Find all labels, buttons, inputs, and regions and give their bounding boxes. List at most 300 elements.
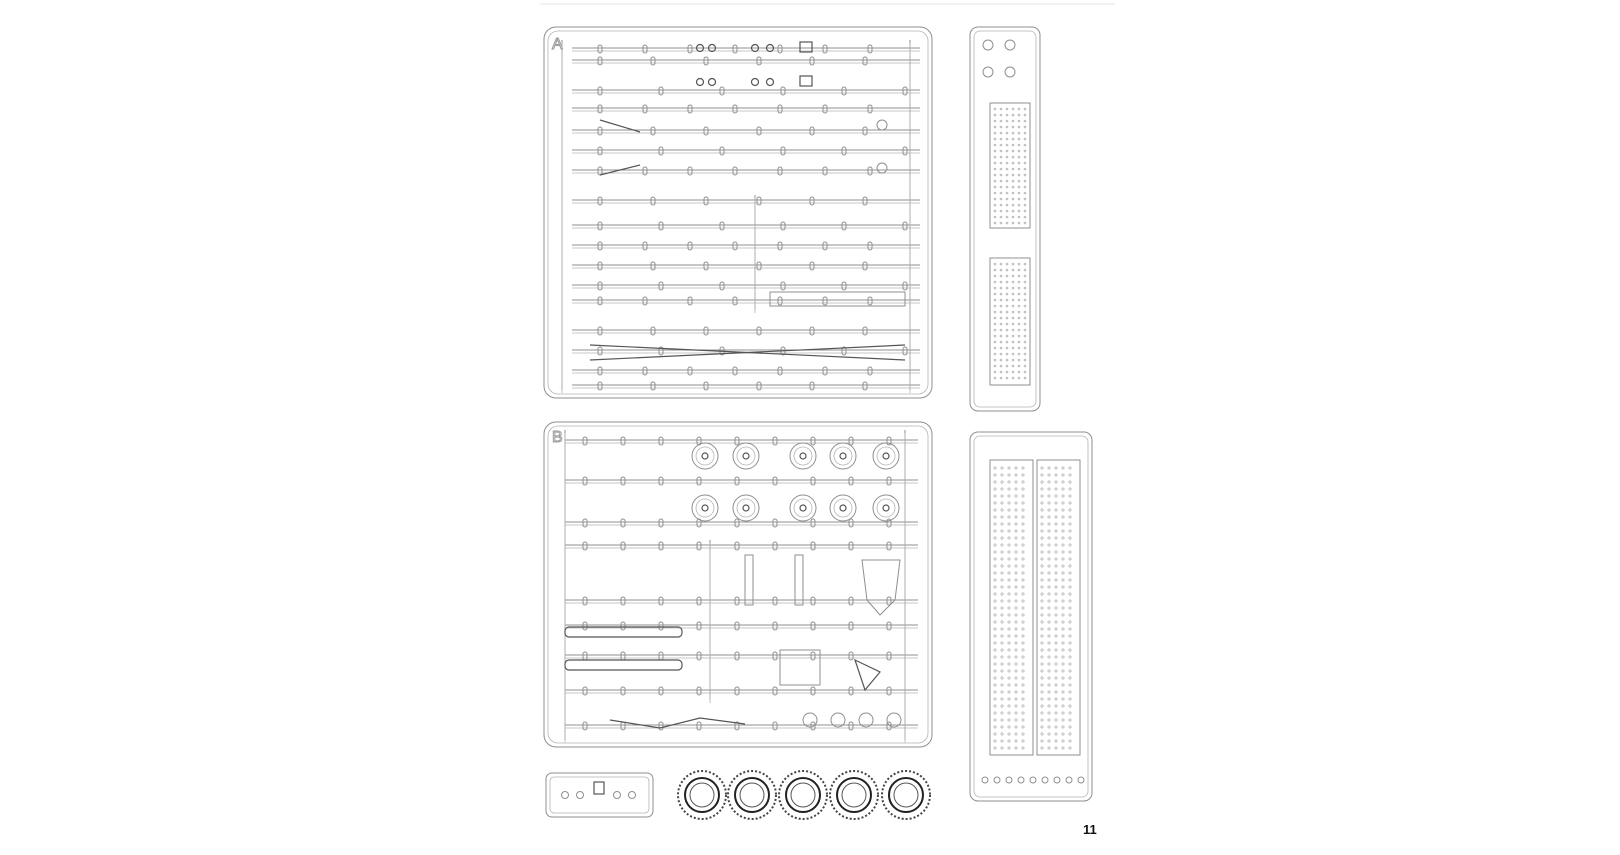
gate bbox=[621, 519, 625, 527]
part-tread bbox=[1048, 670, 1050, 672]
part-wheel bbox=[800, 505, 806, 511]
part-tread bbox=[1022, 747, 1024, 749]
part-tread bbox=[1055, 628, 1057, 630]
part-tread bbox=[1024, 204, 1026, 206]
gate bbox=[643, 45, 647, 53]
gate bbox=[823, 45, 827, 53]
gate bbox=[903, 87, 907, 95]
part-tread bbox=[1062, 670, 1064, 672]
part-tread bbox=[1024, 222, 1026, 224]
part-tread bbox=[1041, 635, 1043, 637]
part-tread bbox=[994, 607, 996, 609]
gate bbox=[849, 437, 853, 445]
part-knob bbox=[1018, 777, 1024, 783]
part-tread bbox=[1024, 371, 1026, 373]
gate bbox=[659, 622, 663, 630]
part-tread bbox=[1055, 467, 1057, 469]
gate bbox=[598, 105, 602, 113]
part-tread bbox=[1012, 150, 1014, 152]
part-tread bbox=[1048, 705, 1050, 707]
gate bbox=[704, 262, 708, 270]
part-tread bbox=[1008, 572, 1010, 574]
part-tread bbox=[1018, 138, 1020, 140]
part-wheel bbox=[883, 453, 889, 459]
part-tread bbox=[1069, 726, 1071, 728]
part-tread bbox=[1000, 287, 1002, 289]
gate bbox=[704, 197, 708, 205]
part-tread bbox=[1012, 275, 1014, 277]
part-tread bbox=[1069, 649, 1071, 651]
part-tread bbox=[1018, 293, 1020, 295]
part-tread bbox=[1015, 586, 1017, 588]
part-tread bbox=[1000, 144, 1002, 146]
part-wheel bbox=[794, 447, 812, 465]
part-tread bbox=[994, 275, 996, 277]
part-tread bbox=[1048, 614, 1050, 616]
part-tread bbox=[1000, 204, 1002, 206]
part-tread bbox=[1000, 323, 1002, 325]
part-tread bbox=[1062, 684, 1064, 686]
part-tread bbox=[994, 733, 996, 735]
gate bbox=[621, 437, 625, 445]
part-tread bbox=[1015, 481, 1017, 483]
part-tread bbox=[994, 488, 996, 490]
tire-inner bbox=[842, 783, 866, 807]
part-tread bbox=[1000, 174, 1002, 176]
part-tread bbox=[1041, 530, 1043, 532]
part-tread bbox=[1069, 705, 1071, 707]
gate bbox=[659, 87, 663, 95]
gate bbox=[811, 687, 815, 695]
part-tread bbox=[1048, 558, 1050, 560]
part-tread bbox=[1015, 726, 1017, 728]
gate bbox=[735, 542, 739, 550]
part-tread bbox=[1018, 341, 1020, 343]
gate bbox=[810, 57, 814, 65]
part-tread bbox=[1018, 365, 1020, 367]
part-tread bbox=[1006, 365, 1008, 367]
part-tread bbox=[1062, 649, 1064, 651]
gate bbox=[659, 597, 663, 605]
gate bbox=[697, 687, 701, 695]
part-tread bbox=[1041, 586, 1043, 588]
gate bbox=[697, 542, 701, 550]
part-tread bbox=[1048, 509, 1050, 511]
part-tread bbox=[994, 347, 996, 349]
part-tread bbox=[1008, 691, 1010, 693]
gate bbox=[583, 542, 587, 550]
part-tread bbox=[1001, 572, 1003, 574]
part-tread bbox=[1022, 593, 1024, 595]
part-tread bbox=[1012, 138, 1014, 140]
part-tread bbox=[994, 126, 996, 128]
gate bbox=[773, 687, 777, 695]
part-shock bbox=[745, 555, 753, 605]
gate bbox=[757, 57, 761, 65]
part-tread bbox=[1055, 572, 1057, 574]
gate bbox=[842, 282, 846, 290]
part-tread bbox=[1015, 488, 1017, 490]
part-tread bbox=[994, 132, 996, 134]
part-tread bbox=[994, 747, 996, 749]
gate bbox=[697, 722, 701, 730]
part-tread bbox=[1022, 607, 1024, 609]
part-tread bbox=[994, 144, 996, 146]
part-tread bbox=[1018, 204, 1020, 206]
part-tread bbox=[1055, 719, 1057, 721]
gate bbox=[583, 722, 587, 730]
part-tread bbox=[1041, 705, 1043, 707]
gate bbox=[583, 477, 587, 485]
part-tread bbox=[1015, 740, 1017, 742]
part-tread bbox=[994, 371, 996, 373]
part-tread bbox=[1001, 649, 1003, 651]
part-tread bbox=[1048, 593, 1050, 595]
part-tread bbox=[1008, 565, 1010, 567]
part-tread bbox=[1041, 691, 1043, 693]
part-tread bbox=[1055, 558, 1057, 560]
part-tread bbox=[1048, 537, 1050, 539]
part-tread bbox=[994, 705, 996, 707]
part-tread bbox=[994, 691, 996, 693]
gate bbox=[651, 262, 655, 270]
gate bbox=[863, 127, 867, 135]
part-tread bbox=[1001, 635, 1003, 637]
part-wheel bbox=[800, 453, 806, 459]
gate bbox=[733, 367, 737, 375]
part-tread bbox=[1041, 712, 1043, 714]
part-tread bbox=[1006, 377, 1008, 379]
gate bbox=[598, 347, 602, 355]
part-tread bbox=[1018, 198, 1020, 200]
part-tread bbox=[1006, 168, 1008, 170]
part-tread bbox=[994, 586, 996, 588]
gate bbox=[688, 45, 692, 53]
part-tread bbox=[1069, 614, 1071, 616]
part-tread bbox=[1000, 353, 1002, 355]
part-tread bbox=[1001, 544, 1003, 546]
part-tread bbox=[1069, 733, 1071, 735]
part-tread bbox=[1018, 210, 1020, 212]
gate bbox=[778, 367, 782, 375]
part-tread bbox=[1055, 530, 1057, 532]
part-tread bbox=[994, 523, 996, 525]
gate bbox=[863, 197, 867, 205]
part-tread bbox=[1024, 108, 1026, 110]
part-tread bbox=[1048, 502, 1050, 504]
part-tread bbox=[1024, 162, 1026, 164]
part-tread bbox=[1006, 108, 1008, 110]
part-tread bbox=[1069, 516, 1071, 518]
part-tread bbox=[1006, 216, 1008, 218]
part-tread bbox=[1006, 120, 1008, 122]
tire-inner bbox=[740, 783, 764, 807]
part-tread bbox=[1001, 719, 1003, 721]
part-tread bbox=[1055, 600, 1057, 602]
part-tread bbox=[1022, 495, 1024, 497]
part-tread bbox=[1008, 607, 1010, 609]
part-tread bbox=[1006, 371, 1008, 373]
part-tread bbox=[994, 335, 996, 337]
part-tread bbox=[1024, 198, 1026, 200]
part-tread bbox=[1069, 558, 1071, 560]
part-tread bbox=[994, 537, 996, 539]
part-tread bbox=[1024, 275, 1026, 277]
gate bbox=[887, 622, 891, 630]
part-tread bbox=[1055, 705, 1057, 707]
part-tread bbox=[994, 474, 996, 476]
part-tread bbox=[1015, 670, 1017, 672]
part-tread bbox=[1018, 144, 1020, 146]
part-tread bbox=[1006, 335, 1008, 337]
part-tread bbox=[1012, 371, 1014, 373]
part-tread bbox=[1041, 467, 1043, 469]
part-tread bbox=[1069, 656, 1071, 658]
sprue-b-label: B bbox=[552, 429, 563, 446]
part-tread bbox=[1012, 347, 1014, 349]
part-tread bbox=[1015, 677, 1017, 679]
gate bbox=[704, 127, 708, 135]
gate bbox=[735, 597, 739, 605]
part-tread bbox=[1012, 311, 1014, 313]
part-tread bbox=[1022, 726, 1024, 728]
gate bbox=[849, 722, 853, 730]
part-tread bbox=[994, 156, 996, 158]
part-tread bbox=[1022, 516, 1024, 518]
part-tread bbox=[1000, 222, 1002, 224]
part-tread bbox=[994, 726, 996, 728]
part-tread bbox=[1024, 186, 1026, 188]
part-tread bbox=[1062, 516, 1064, 518]
part-tread bbox=[1048, 474, 1050, 476]
part-tread bbox=[994, 530, 996, 532]
part-bracket bbox=[800, 76, 812, 86]
part-tread bbox=[1041, 523, 1043, 525]
part-tread bbox=[1006, 144, 1008, 146]
part-tread bbox=[994, 305, 996, 307]
part-tread bbox=[1012, 204, 1014, 206]
part-tread bbox=[1018, 216, 1020, 218]
part-tread bbox=[1001, 607, 1003, 609]
gate bbox=[659, 147, 663, 155]
part-tread bbox=[1069, 467, 1071, 469]
part-tread bbox=[1018, 299, 1020, 301]
part-tread bbox=[1012, 186, 1014, 188]
part-tread bbox=[1048, 663, 1050, 665]
part-tread bbox=[994, 481, 996, 483]
part-tread bbox=[1015, 712, 1017, 714]
part-tread bbox=[1069, 586, 1071, 588]
part-tread bbox=[1055, 579, 1057, 581]
part-tread bbox=[1015, 621, 1017, 623]
part-tread bbox=[1022, 544, 1024, 546]
part-tread bbox=[1001, 551, 1003, 553]
part-tread bbox=[1041, 642, 1043, 644]
part-tread bbox=[1024, 114, 1026, 116]
part-tread bbox=[1012, 293, 1014, 295]
part-tread bbox=[994, 174, 996, 176]
part-tread bbox=[1048, 621, 1050, 623]
gate bbox=[887, 687, 891, 695]
gate bbox=[811, 542, 815, 550]
part-tread bbox=[1024, 138, 1026, 140]
part-tread bbox=[1018, 186, 1020, 188]
part-tread bbox=[1000, 168, 1002, 170]
part-tread bbox=[1015, 607, 1017, 609]
gate bbox=[781, 282, 785, 290]
gate bbox=[598, 45, 602, 53]
gate bbox=[810, 382, 814, 390]
part-tread bbox=[1062, 544, 1064, 546]
part-tread bbox=[1015, 544, 1017, 546]
part-tread bbox=[1022, 614, 1024, 616]
part-tread bbox=[1018, 168, 1020, 170]
part-tread bbox=[1000, 311, 1002, 313]
part-tread bbox=[1024, 216, 1026, 218]
part-tread bbox=[1018, 192, 1020, 194]
part-tread bbox=[1069, 719, 1071, 721]
part-tread bbox=[1062, 698, 1064, 700]
gate bbox=[903, 282, 907, 290]
gate bbox=[651, 382, 655, 390]
part-frame bbox=[862, 560, 900, 615]
part-tread bbox=[1000, 126, 1002, 128]
part-tread bbox=[1015, 628, 1017, 630]
part-knob bbox=[577, 792, 584, 799]
gate bbox=[849, 652, 853, 660]
gate bbox=[842, 222, 846, 230]
gate bbox=[868, 242, 872, 250]
part-tread bbox=[1008, 663, 1010, 665]
gate bbox=[659, 282, 663, 290]
part-tread bbox=[1041, 488, 1043, 490]
part-tread bbox=[1012, 156, 1014, 158]
part-tread bbox=[1008, 621, 1010, 623]
part-tread bbox=[1008, 698, 1010, 700]
part-tread bbox=[1001, 705, 1003, 707]
part-tread bbox=[1041, 593, 1043, 595]
part-knob bbox=[1066, 777, 1072, 783]
part-tread bbox=[1000, 317, 1002, 319]
part-shock bbox=[795, 555, 803, 605]
part-tread bbox=[1008, 670, 1010, 672]
part-tread bbox=[994, 467, 996, 469]
part-tread bbox=[994, 621, 996, 623]
part-tread bbox=[1012, 168, 1014, 170]
part-tread bbox=[1055, 544, 1057, 546]
part-tread bbox=[1024, 150, 1026, 152]
part-tread bbox=[1000, 299, 1002, 301]
part-tread bbox=[1018, 317, 1020, 319]
gate bbox=[903, 222, 907, 230]
part-tread bbox=[1008, 495, 1010, 497]
part-tread bbox=[1069, 474, 1071, 476]
part-tread bbox=[1055, 677, 1057, 679]
part-tread bbox=[1018, 347, 1020, 349]
gate bbox=[781, 222, 785, 230]
part-tread bbox=[1024, 281, 1026, 283]
part-tread bbox=[1015, 509, 1017, 511]
part-axle bbox=[565, 660, 682, 670]
part-wheel bbox=[877, 447, 895, 465]
part-tread bbox=[1018, 371, 1020, 373]
gate bbox=[773, 437, 777, 445]
part-tread bbox=[1069, 684, 1071, 686]
part-tread bbox=[1006, 150, 1008, 152]
part-wheel bbox=[794, 499, 812, 517]
part-tread bbox=[994, 572, 996, 574]
gate bbox=[598, 127, 602, 135]
part-tread bbox=[994, 698, 996, 700]
part-tread bbox=[1012, 108, 1014, 110]
part-tread bbox=[1018, 281, 1020, 283]
part-tread bbox=[1055, 747, 1057, 749]
part-tread bbox=[994, 341, 996, 343]
part-tread bbox=[1012, 287, 1014, 289]
part-tread bbox=[994, 495, 996, 497]
gate bbox=[863, 382, 867, 390]
part-tread bbox=[1062, 565, 1064, 567]
part-tread bbox=[1055, 733, 1057, 735]
part-tread bbox=[1055, 509, 1057, 511]
part-wheel bbox=[696, 499, 714, 517]
part-tread bbox=[1022, 572, 1024, 574]
part-tread bbox=[994, 168, 996, 170]
part-tread bbox=[1015, 516, 1017, 518]
part-tread bbox=[1024, 323, 1026, 325]
part-tread bbox=[994, 600, 996, 602]
part-tread bbox=[1001, 600, 1003, 602]
part-tread bbox=[1024, 311, 1026, 313]
part-tread bbox=[1015, 656, 1017, 658]
part-tread bbox=[1022, 642, 1024, 644]
part-tread bbox=[1024, 192, 1026, 194]
part-tread bbox=[1012, 210, 1014, 212]
part-tread bbox=[1048, 607, 1050, 609]
gate bbox=[643, 105, 647, 113]
part-tread bbox=[994, 684, 996, 686]
part-tread bbox=[1015, 614, 1017, 616]
tire-inner bbox=[894, 783, 918, 807]
gate bbox=[598, 262, 602, 270]
part-tread bbox=[1022, 712, 1024, 714]
part-tread bbox=[1024, 156, 1026, 158]
part-tread bbox=[1008, 537, 1010, 539]
gate bbox=[757, 382, 761, 390]
part-tread bbox=[994, 329, 996, 331]
part-tread bbox=[1069, 628, 1071, 630]
part-tread bbox=[1069, 642, 1071, 644]
part-tread bbox=[1041, 677, 1043, 679]
gate bbox=[849, 597, 853, 605]
part-knob bbox=[562, 792, 569, 799]
part-tread bbox=[1022, 628, 1024, 630]
part-tread bbox=[1006, 347, 1008, 349]
part-tread bbox=[1055, 523, 1057, 525]
part-tread bbox=[1069, 663, 1071, 665]
part-tread bbox=[994, 642, 996, 644]
part-tread bbox=[1041, 628, 1043, 630]
part-tread bbox=[1048, 481, 1050, 483]
part-tread bbox=[1022, 677, 1024, 679]
gate bbox=[868, 367, 872, 375]
gate bbox=[823, 105, 827, 113]
part-hub bbox=[877, 163, 887, 173]
part-tread bbox=[1001, 537, 1003, 539]
part-tread bbox=[994, 544, 996, 546]
gate bbox=[659, 519, 663, 527]
part-tread bbox=[1024, 263, 1026, 265]
